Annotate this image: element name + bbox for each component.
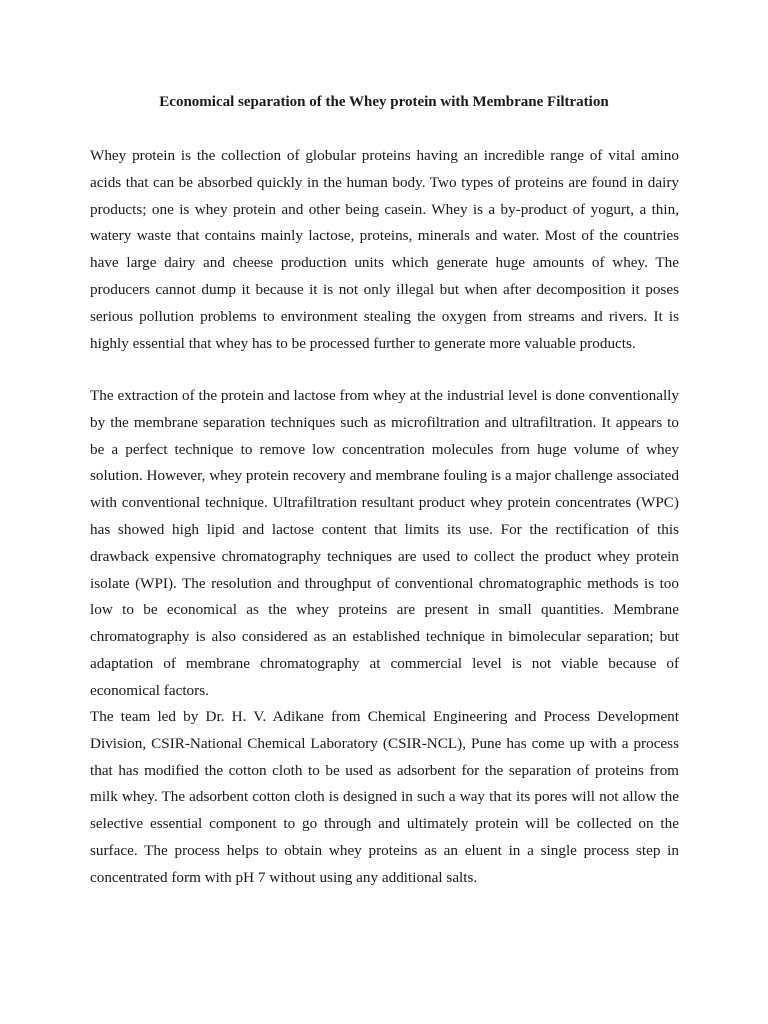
paragraph-ncl-process: The team led by Dr. H. V. Adikane from Chemical Engineering and Process Development Division, CSIR-National Chemical Laboratory (CSIR-NCL), Pune has come up with a process that has modified the cotton cloth to be used as adsorbent for the separation of proteins from milk whey. The adsorbent cotton cloth is designed in such a way that its pores will not allow the selective essential component to go through and ultimately protein will be collected on the surface. The process helps to obtain whey proteins as an eluent in a single process step in concentrated form with pH 7 without using any additional salts. [90,708,679,886]
paragraph-whey-overview: Whey protein is the collection of globular proteins having an incredible range of vital amino acids that can be absorbed quickly in the human body. Two types of proteins are found in dairy products; one is whey protein and other being casein. Whey is a by-product of yogurt, a thin, watery waste that contains mainly lactose, proteins, minerals and water. Most of the countries have large dairy and cheese production units which generate huge amounts of whey. The producers cannot dump it because it is not only illegal but when after decomposition it poses serious pollution problems to environment stealing the oxygen from streams and rivers. It is highly essential that whey has to be processed further to generate more valuable products. [90,147,679,352]
document-title: Economical separation of the Whey protein with Membrane Filtration [159,94,609,110]
paragraph-conventional-extraction: The extraction of the protein and lactose from whey at the industrial level is done conventionally by the membrane separation techniques such as microfiltration and ultrafiltration. It appears to be a perfect technique to remove low concentration molecules from huge volume of whey solution. However, whey protein recovery and membrane fouling is a major challenge associated with conventional technique. Ultrafiltration resultant product whey protein concentrates (WPC) has showed high lipid and lactose content that limits its use. For the rectification of this drawback expensive chromatography techniques are used to collect the product whey protein isolate (WPI). The resolution and throughput of conventional chromatographic methods is too low to be economical as the whey proteins are present in small quantities. Membrane chromatography is also considered as an established technique in bimolecular separation; but adaptation of membrane chromatography at commercial level is not viable because of economical factors. [90,387,679,699]
